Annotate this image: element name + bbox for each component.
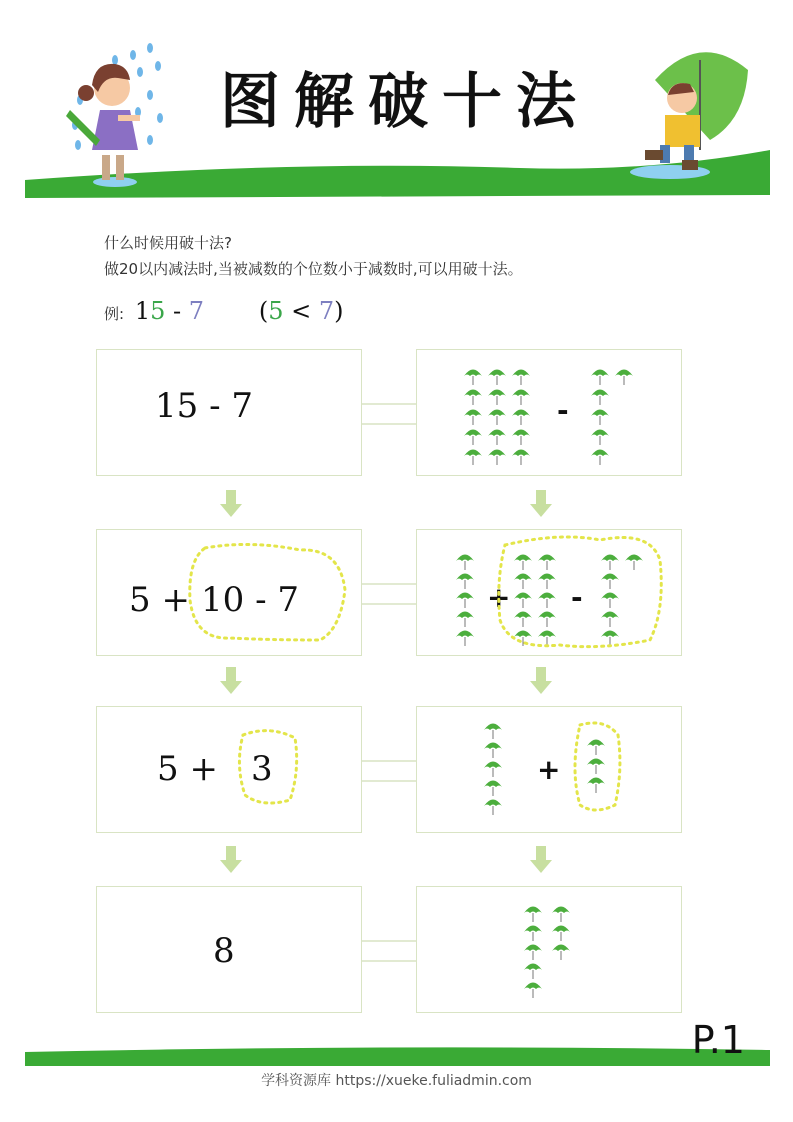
umbrella-icon — [591, 390, 609, 406]
down-arrow — [220, 846, 242, 873]
umbrella-icon — [488, 370, 506, 386]
umbrella-icon — [488, 450, 506, 466]
example-tens: 1 — [134, 297, 151, 325]
umbrella-icon — [456, 574, 474, 590]
step3-umbrella-outline — [575, 723, 620, 810]
umbrella-icon — [591, 450, 609, 466]
umbrella-icon — [591, 410, 609, 426]
umbrella-icon — [488, 430, 506, 446]
step2-minus-sign: - — [571, 581, 583, 614]
umbrella-icon — [514, 555, 532, 571]
example-label: 例: — [104, 305, 125, 323]
umbrella-icon — [514, 593, 532, 609]
umbrella-icon — [552, 907, 570, 923]
bottom-grass — [0, 1040, 793, 1070]
umbrella-icon — [464, 410, 482, 426]
umbrella-icon — [524, 983, 542, 999]
step1-equation: 15 - 7 — [155, 386, 253, 426]
down-arrow — [220, 667, 242, 694]
umbrella-icon — [484, 800, 502, 816]
page-number: P.1 — [691, 1018, 745, 1062]
umbrella-icon — [591, 430, 609, 446]
umbrella-icon — [601, 593, 619, 609]
umbrella-icon — [538, 593, 556, 609]
umbrella-icon — [514, 574, 532, 590]
umbrella-icon — [587, 740, 605, 756]
umbrella-icon — [484, 743, 502, 759]
umbrella-icon — [601, 574, 619, 590]
umbrella-icon — [456, 555, 474, 571]
umbrella-icon — [524, 926, 542, 942]
down-arrow — [530, 490, 552, 517]
umbrella-icon — [591, 370, 609, 386]
step2-plus-sign: + — [487, 581, 511, 614]
step2-ten-group-outline — [190, 544, 345, 640]
step2-umbrella-group-outline — [499, 537, 661, 647]
umbrella-icon — [601, 555, 619, 571]
step3-three-outline — [239, 731, 296, 803]
umbrella-icon — [514, 631, 532, 647]
umbrella-icon — [484, 762, 502, 778]
intro-description: 做20以内减法时,当被减数的个位数小于减数时,可以用破十法。 — [104, 260, 523, 278]
step3-left-part: 5 + — [157, 749, 218, 789]
umbrella-icon — [552, 945, 570, 961]
umbrella-icon — [488, 410, 506, 426]
umbrella-icon — [464, 450, 482, 466]
umbrella-icon — [552, 926, 570, 942]
umbrella-icon — [456, 631, 474, 647]
umbrella-icon — [464, 390, 482, 406]
umbrella-icon — [625, 555, 643, 571]
step2-left-part: 5 + — [129, 580, 190, 620]
umbrella-icon — [484, 724, 502, 740]
umbrella-icon — [538, 612, 556, 628]
umbrella-icon — [524, 907, 542, 923]
example-subtrahend: 7 — [188, 297, 205, 325]
example-ones: 5 — [150, 297, 166, 325]
umbrella-icon — [538, 574, 556, 590]
intro-question: 什么时候用破十法? — [104, 234, 232, 252]
umbrella-icon — [587, 778, 605, 794]
umbrella-icon — [538, 555, 556, 571]
step4-result: 8 — [213, 931, 235, 971]
example-open-paren: ( — [258, 297, 269, 325]
umbrella-icon — [512, 450, 530, 466]
umbrella-icon — [484, 781, 502, 797]
umbrella-icon — [514, 612, 532, 628]
umbrella-icon — [456, 612, 474, 628]
example-compare-a: 5 — [268, 297, 284, 325]
umbrella-icon — [615, 370, 633, 386]
umbrella-icon — [524, 964, 542, 980]
umbrella-icon — [512, 390, 530, 406]
umbrella-icon — [538, 631, 556, 647]
page-title: 图解破十法 — [220, 67, 590, 137]
down-arrow — [530, 667, 552, 694]
umbrella-icon — [456, 593, 474, 609]
umbrella-icon — [488, 390, 506, 406]
umbrella-icon — [587, 759, 605, 775]
down-arrow — [220, 490, 242, 517]
step3-right-part: 3 — [251, 749, 273, 789]
umbrella-icon — [464, 430, 482, 446]
umbrella-icon — [512, 430, 530, 446]
umbrella-icon — [512, 370, 530, 386]
umbrella-icon — [601, 612, 619, 628]
example-compare-b: 7 — [318, 297, 335, 325]
step3-plus-sign: + — [537, 753, 561, 786]
step1-minus-sign: - — [557, 394, 569, 427]
umbrella-icon — [464, 370, 482, 386]
example-less-than: < — [283, 297, 319, 325]
umbrella-icon — [524, 945, 542, 961]
example-close-paren: ) — [334, 297, 344, 325]
step2-right-part: 10 - 7 — [201, 580, 299, 620]
example-minus: - — [165, 297, 189, 325]
umbrella-icon — [512, 410, 530, 426]
down-arrow — [530, 846, 552, 873]
footer-source: 学科资源库 https://xueke.fuliadmin.com — [261, 1073, 532, 1089]
